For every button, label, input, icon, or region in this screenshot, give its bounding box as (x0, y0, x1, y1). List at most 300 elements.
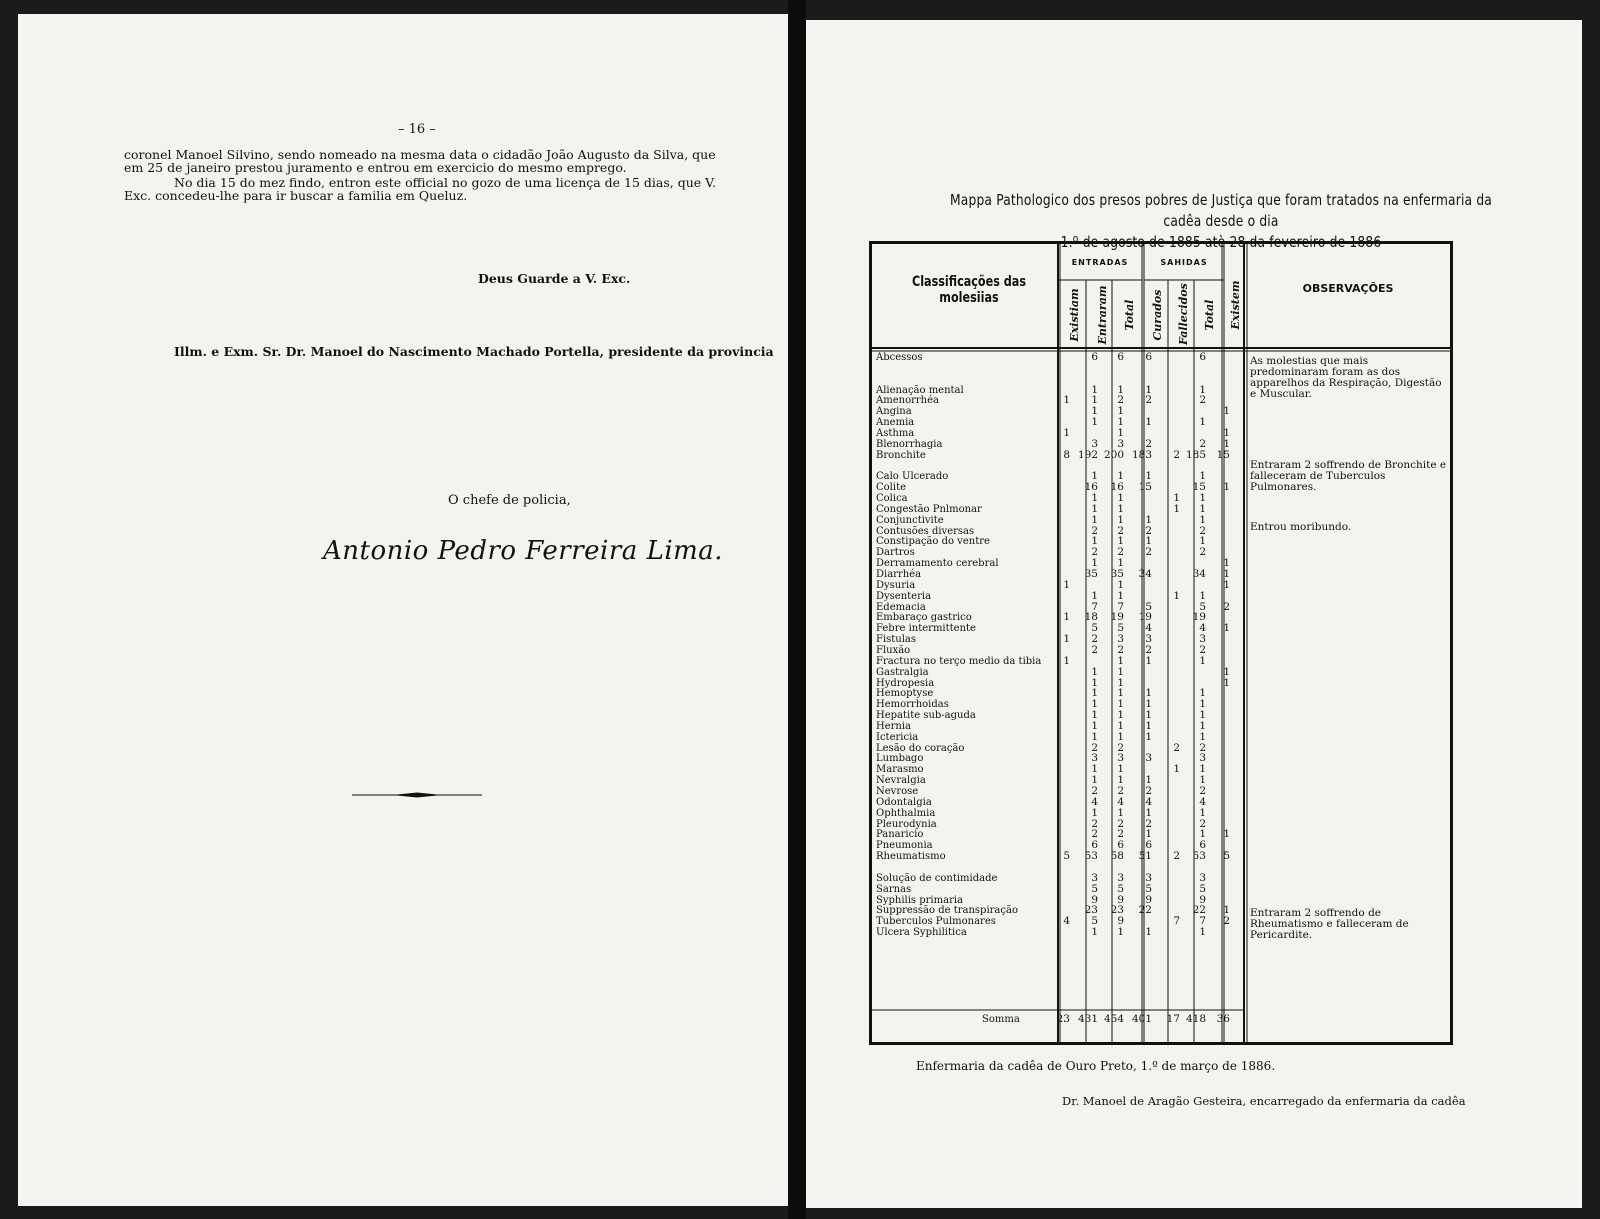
cell-curados: 6 (1145, 839, 1152, 852)
cell-curados: 1 (1145, 687, 1152, 700)
cell-entraram: 1 (1091, 502, 1098, 515)
cell-total-in: 1 (1117, 763, 1124, 776)
cell-total-in: 1 (1117, 416, 1124, 429)
cell-total-in: 4 (1117, 795, 1124, 808)
cell-curados: 9 (1145, 893, 1152, 906)
cell-entraram: 1 (1091, 492, 1098, 505)
header-entradas: ENTRADAS (1071, 258, 1129, 267)
cell-existiam: 1 (1063, 654, 1070, 667)
cell-curados: 6 (1145, 351, 1152, 363)
cell-existiam: 8 (1063, 448, 1070, 461)
cell-total-out: 6 (1199, 351, 1206, 363)
cell-total-in: 1 (1117, 405, 1124, 418)
cell-existiam: 1 (1063, 394, 1070, 407)
cell-total-out: 1 (1199, 589, 1206, 602)
disease-name: Diarrhéa (876, 569, 922, 580)
cell-total-out: 2 (1199, 546, 1206, 559)
disease-name: Abcessos (876, 352, 923, 363)
cell-entraram: 7 (1091, 600, 1098, 613)
obs-abcessos: As molestias que mais predominaram foram as dos apparelhos da Respiração, Digestão e Muscular. (1250, 355, 1442, 400)
cell-curados: 1 (1145, 654, 1152, 667)
disease-name: Solução de contimidade (876, 872, 998, 884)
cell-entraram: 1 (1091, 383, 1098, 396)
greeting: Deus Guarde a V. Exc. (478, 271, 631, 286)
cell-entraram: 2 (1091, 633, 1098, 646)
cell-entraram: 2 (1091, 828, 1098, 841)
cell-total-in: 2 (1117, 546, 1124, 559)
cell-curados: 2 (1145, 437, 1152, 450)
disease-name: Colite (876, 482, 907, 494)
cell-total-out: 5 (1199, 600, 1206, 613)
sum-entraram: 431 (1077, 1013, 1098, 1025)
cell-total-in: 1 (1117, 426, 1124, 439)
cell-entraram: 9 (1091, 893, 1098, 906)
cell-total-out: 2 (1199, 437, 1206, 450)
disease-name: Hemorrhoidas (876, 699, 949, 711)
cell-total-in: 1 (1117, 719, 1124, 732)
cell-entraram: 23 (1084, 904, 1098, 917)
disease-name: Gastralgia (876, 666, 929, 678)
cell-entraram: 2 (1091, 741, 1098, 754)
cell-curados: 1 (1145, 416, 1152, 429)
cell-entraram: 4 (1091, 795, 1098, 808)
header-observacoes: OBSERVAÇÕES (1302, 282, 1394, 295)
cell-total-in: 2 (1117, 643, 1124, 656)
cell-entraram: 1 (1091, 687, 1098, 700)
cell-entraram: 1 (1091, 806, 1098, 819)
cell-fallecidos: 2 (1173, 741, 1180, 754)
cell-total-out: 1 (1199, 687, 1206, 700)
cell-total-out: 4 (1199, 795, 1206, 808)
cell-entraram: 1 (1091, 416, 1098, 429)
cell-total-out: 2 (1199, 394, 1206, 407)
cell-entraram: 1 (1091, 470, 1098, 483)
cell-total-out: 22 (1192, 904, 1206, 917)
cell-existem: 15 (1216, 448, 1230, 461)
cell-entraram: 3 (1091, 437, 1098, 450)
obs-congestao: Entrou moribundo. (1250, 521, 1352, 533)
map-title-line2: 1.º de agosto de 1885 atè 28 da fevereiro de 1886 (1060, 233, 1382, 251)
disease-name: Alienação mental (876, 384, 964, 396)
cell-curados: 51 (1138, 850, 1152, 863)
cell-total-in: 1 (1117, 806, 1124, 819)
disease-name: Panaricio (876, 829, 924, 841)
footer-signed: Dr. Manoel de Aragão Gesteira, encarregado da enfermaria da cadêa (1062, 1094, 1466, 1108)
cell-total-in: 1 (1117, 654, 1124, 667)
cell-curados: 1 (1145, 730, 1152, 743)
cell-fallecidos: 1 (1173, 763, 1180, 776)
cell-curados: 1 (1145, 513, 1152, 526)
cell-curados: 1 (1145, 926, 1152, 939)
cell-total-in: 1 (1117, 687, 1124, 700)
cell-total-out: 1 (1199, 383, 1206, 396)
cell-curados: 15 (1138, 481, 1152, 494)
cell-total-in: 3 (1117, 752, 1124, 765)
cell-entraram: 35 (1084, 568, 1098, 580)
disease-name: Bronchite (876, 449, 926, 461)
cell-total-in: 6 (1117, 351, 1124, 363)
cell-fallecidos: 2 (1173, 850, 1180, 863)
cell-total-in: 1 (1117, 676, 1124, 689)
cell-total-out: 4 (1199, 622, 1206, 635)
disease-name: Blenorrhagia (876, 438, 943, 450)
cell-total-in: 3 (1117, 871, 1124, 884)
right-page (806, 20, 1582, 1208)
cell-curados: 34 (1138, 568, 1152, 580)
cell-existiam: 5 (1063, 850, 1070, 863)
cell-total-out: 2 (1199, 524, 1206, 537)
cell-total-out: 1 (1199, 926, 1206, 939)
signature: Antonio Pedro Ferreira Lima. (323, 536, 724, 566)
cell-total-out: 3 (1199, 752, 1206, 765)
sum-total-in: 454 (1103, 1013, 1124, 1025)
cell-entraram: 5 (1091, 882, 1098, 895)
cell-curados: 1 (1145, 774, 1152, 787)
cell-total-in: 1 (1117, 589, 1124, 602)
disease-name: Lumbago (876, 753, 924, 765)
disease-name: Dysenteria (876, 590, 932, 602)
header-curados: Curados (1151, 289, 1164, 341)
cell-total-out: 3 (1199, 871, 1206, 884)
cell-total-out: 1 (1199, 774, 1206, 787)
cell-total-out: 2 (1199, 643, 1206, 656)
cell-total-in: 1 (1117, 502, 1124, 515)
cell-total-out: 6 (1199, 839, 1206, 852)
disease-name: Odontalgia (876, 796, 932, 808)
disease-name: Calo Ulcerado (876, 471, 949, 483)
cell-curados: 2 (1145, 785, 1152, 797)
header-fallecidos: Fallecidos (1177, 283, 1190, 345)
cell-total-out: 1 (1199, 654, 1206, 667)
cell-curados: 1 (1145, 709, 1152, 722)
cell-curados: 183 (1131, 448, 1152, 461)
cell-total-in: 1 (1117, 513, 1124, 526)
sum-fallecidos: 17 (1166, 1013, 1180, 1025)
cell-entraram: 1 (1091, 665, 1098, 678)
cell-existem: 2 (1223, 915, 1230, 928)
cell-entraram: 2 (1091, 546, 1098, 559)
disease-name: Colica (876, 493, 908, 505)
disease-name: Hernia (876, 720, 912, 732)
cell-entraram: 5 (1091, 622, 1098, 635)
disease-name: Fistulas (876, 634, 917, 646)
cell-entraram: 1 (1091, 589, 1098, 602)
disease-name: Ulcera Syphilitica (876, 927, 967, 939)
cell-total-out: 2 (1199, 817, 1206, 830)
cell-total-in: 1 (1117, 730, 1124, 743)
cell-total-in: 16 (1110, 481, 1124, 494)
disease-name: Anemia (876, 417, 915, 429)
cell-curados: 2 (1145, 524, 1152, 537)
cell-curados: 3 (1145, 752, 1152, 765)
cell-existem: 1 (1223, 828, 1230, 841)
cell-existem: 1 (1223, 481, 1230, 494)
cell-curados: 22 (1138, 904, 1152, 917)
cell-total-out: 1 (1199, 730, 1206, 743)
cell-entraram: 18 (1084, 611, 1098, 624)
cell-existem: 1 (1223, 578, 1230, 591)
cell-entraram: 1 (1091, 730, 1098, 743)
cell-entraram: 2 (1091, 817, 1098, 830)
disease-name: Amenorrhéa (876, 395, 939, 407)
cell-total-out: 1 (1199, 698, 1206, 711)
cell-total-out: 3 (1199, 633, 1206, 646)
sum-existem: 36 (1216, 1013, 1230, 1025)
cell-curados: 2 (1145, 817, 1152, 830)
cell-curados: 4 (1145, 622, 1152, 635)
sum-curados: 401 (1131, 1013, 1152, 1025)
cell-total-out: 1 (1199, 535, 1206, 548)
disease-name: Syphilis primaria (876, 894, 964, 906)
cell-total-in: 1 (1117, 578, 1124, 591)
cell-existiam: 1 (1063, 633, 1070, 646)
cell-curados: 2 (1145, 643, 1152, 656)
header-total-in: Total (1123, 299, 1136, 331)
disease-name: Suppressão de transpiração (876, 905, 1018, 917)
cell-entraram: 1 (1091, 763, 1098, 776)
cell-existem: 1 (1223, 405, 1230, 418)
cell-total-in: 1 (1117, 698, 1124, 711)
sum-total-out: 418 (1185, 1013, 1206, 1025)
cell-existiam: 1 (1063, 426, 1070, 439)
cell-existem: 1 (1223, 676, 1230, 689)
cell-entraram: 1 (1091, 719, 1098, 732)
cell-existem: 1 (1223, 437, 1230, 450)
disease-name: Nevralgia (876, 775, 926, 787)
cell-entraram: 1 (1091, 926, 1098, 939)
cell-entraram: 1 (1091, 513, 1098, 526)
disease-name: Asthma (876, 427, 915, 439)
cell-curados: 5 (1145, 600, 1152, 613)
header-existem: Existem (1229, 280, 1242, 330)
cell-total-in: 1 (1117, 557, 1124, 570)
cell-total-in: 5 (1117, 882, 1124, 895)
cell-entraram: 1 (1091, 774, 1098, 787)
sum-label: Somma (982, 1014, 1020, 1025)
signer-title: O chefe de policia, (448, 493, 571, 508)
obs-bronchite: Entraram 2 soffrendo de Bronchite e falleceram de Tuberculos Pulmonares. (1250, 459, 1447, 493)
cell-existem: 1 (1223, 568, 1230, 580)
cell-total-in: 2 (1117, 785, 1124, 797)
disease-name: Febre intermittente (876, 623, 976, 635)
disease-name: Fluxão (876, 644, 911, 656)
cell-existiam: 4 (1063, 915, 1070, 928)
cell-total-out: 1 (1199, 502, 1206, 515)
cell-entraram: 1 (1091, 698, 1098, 711)
obs-rheumatismo: Entraram 2 soffrendo de Rheumatismo e falleceram de Pericardite. (1250, 907, 1409, 941)
ornament-rule (352, 792, 482, 798)
cell-curados: 1 (1145, 383, 1152, 396)
cell-curados: 1 (1145, 470, 1152, 483)
cell-total-in: 6 (1117, 839, 1124, 852)
header-total-out: Total (1203, 299, 1216, 331)
cell-total-out: 15 (1192, 481, 1206, 494)
cell-entraram: 3 (1091, 752, 1098, 765)
disease-name: Derramamento cerebral (876, 558, 999, 570)
disease-name: Ictericia (876, 731, 919, 743)
cell-entraram: 6 (1091, 839, 1098, 852)
cell-total-out: 1 (1199, 763, 1206, 776)
cell-curados: 1 (1145, 806, 1152, 819)
cell-total-in: 3 (1117, 633, 1124, 646)
cell-total-out: 2 (1199, 741, 1206, 754)
cell-fallecidos: 1 (1173, 492, 1180, 505)
paragraph-1: coronel Manoel Silvino, sendo nomeado na mesma data o cidadão João Augusto da Silva, que em 25 de janeiro prestou juramento e entrou em exercicio do mesmo emprego. (124, 147, 716, 175)
disease-name: Contusões diversas (876, 525, 975, 537)
cell-curados: 1 (1145, 828, 1152, 841)
disease-name: Edemacia (876, 601, 926, 613)
cell-curados: 4 (1145, 795, 1152, 808)
cell-existem: 2 (1223, 600, 1230, 613)
cell-entraram: 1 (1091, 709, 1098, 722)
cell-entraram: 2 (1091, 643, 1098, 656)
cell-total-out: 1 (1199, 719, 1206, 732)
cell-total-in: 9 (1117, 893, 1124, 906)
cell-total-in: 2 (1117, 828, 1124, 841)
cell-total-out: 1 (1199, 709, 1206, 722)
header-existiam: Existiam (1068, 288, 1081, 342)
cell-entraram: 192 (1077, 448, 1098, 461)
cell-existem: 5 (1223, 850, 1230, 863)
disease-name: Fractura no terço medio da tibia (876, 655, 1042, 667)
cell-total-in: 19 (1110, 611, 1124, 624)
cell-total-in: 3 (1117, 437, 1124, 450)
cell-total-out: 1 (1199, 828, 1206, 841)
cell-entraram: 53 (1084, 850, 1098, 863)
disease-name: Hydropesia (876, 677, 935, 689)
cell-total-out: 1 (1199, 513, 1206, 526)
footer-place-date: Enfermaria da cadêa de Ouro Preto, 1.º de março de 1886. (916, 1059, 1276, 1073)
cell-total-in: 1 (1117, 470, 1124, 483)
cell-total-out: 1 (1199, 492, 1206, 505)
cell-total-out: 19 (1192, 611, 1206, 624)
cell-total-in: 2 (1117, 741, 1124, 754)
cell-entraram: 1 (1091, 405, 1098, 418)
cell-entraram: 1 (1091, 557, 1098, 570)
cell-total-in: 200 (1103, 448, 1124, 461)
cell-total-out: 1 (1199, 470, 1206, 483)
cell-entraram: 2 (1091, 524, 1098, 537)
disease-name: Lesão do coração (876, 742, 965, 754)
cell-total-out: 2 (1199, 785, 1206, 797)
disease-name: Embaraço gastrico (876, 612, 972, 624)
cell-total-in: 7 (1117, 600, 1124, 613)
disease-name: Pneumonia (876, 840, 933, 852)
disease-name: Nevrose (876, 786, 919, 797)
cell-total-in: 23 (1110, 904, 1124, 917)
disease-name: Ophthalmia (876, 807, 936, 819)
cell-curados: 3 (1145, 871, 1152, 884)
disease-name: Angina (876, 406, 912, 418)
cell-total-out: 1 (1199, 416, 1206, 429)
cell-total-in: 9 (1117, 915, 1124, 928)
cell-total-in: 1 (1117, 383, 1124, 396)
disease-name: Dysuria (876, 579, 916, 591)
cell-curados: 19 (1138, 611, 1152, 624)
cell-curados: 3 (1145, 633, 1152, 646)
disease-name: Marasmo (876, 764, 924, 776)
cell-curados: 2 (1145, 546, 1152, 559)
cell-entraram: 1 (1091, 394, 1098, 407)
cell-existem: 1 (1223, 622, 1230, 635)
cell-existem: 1 (1223, 426, 1230, 439)
cell-entraram: 3 (1091, 871, 1098, 884)
cell-total-out: 9 (1199, 893, 1206, 906)
cell-existem: 1 (1223, 904, 1230, 917)
cell-total-in: 2 (1117, 394, 1124, 407)
sum-existiam: 23 (1056, 1013, 1070, 1025)
cell-total-out: 1 (1199, 806, 1206, 819)
cell-fallecidos: 1 (1173, 589, 1180, 602)
cell-total-in: 35 (1110, 568, 1124, 580)
cell-entraram: 5 (1091, 915, 1098, 928)
cell-total-in: 5 (1117, 622, 1124, 635)
disease-name: Sarnas (876, 883, 912, 895)
cell-fallecidos: 2 (1173, 448, 1180, 461)
cell-curados: 1 (1145, 698, 1152, 711)
disease-name: Dartros (876, 547, 915, 559)
page-number: – 16 – (398, 122, 436, 137)
cell-total-in: 1 (1117, 492, 1124, 505)
left-page (18, 14, 788, 1206)
disease-name: Hepatite sub-aguda (876, 710, 976, 722)
cell-entraram: 2 (1091, 785, 1098, 797)
cell-entraram: 1 (1091, 676, 1098, 689)
disease-name: Conjunctivite (876, 514, 944, 526)
cell-entraram: 1 (1091, 535, 1098, 548)
cell-entraram: 16 (1084, 481, 1098, 494)
disease-name: Tuberculos Pulmonares (876, 916, 996, 928)
header-sahidas: SAHIDAS (1160, 258, 1208, 267)
cell-total-out: 5 (1199, 882, 1206, 895)
cell-total-out: 34 (1192, 568, 1206, 580)
disease-name: Pleurodynia (876, 818, 937, 830)
disease-name: Rheumatismo (876, 851, 946, 863)
cell-total-in: 2 (1117, 817, 1124, 830)
disease-name: Congestão Pnlmonar (876, 503, 982, 515)
cell-existem: 1 (1223, 665, 1230, 678)
cell-total-in: 1 (1117, 709, 1124, 722)
cell-existiam: 1 (1063, 578, 1070, 591)
cell-entraram: 6 (1091, 351, 1098, 363)
cell-fallecidos: 7 (1173, 915, 1180, 928)
addressee: Illm. e Exm. Sr. Dr. Manoel do Nascimento Machado Portella, presidente da provincia (174, 344, 774, 359)
cell-total-in: 1 (1117, 774, 1124, 787)
cell-total-out: 185 (1185, 448, 1206, 461)
map-title-line1: Mappa Pathologico dos presos pobres de Justiça que foram tratados na enfermaria da cadêa desde o dia (950, 191, 1492, 230)
paragraph-2: No dia 15 do mez findo, entron este official no gozo de uma licença de 15 dias, que V. Exc. concedeu-lhe para ir buscar a familia em Queluz. (124, 175, 716, 203)
disease-name: Constipação do ventre (876, 536, 990, 548)
cell-curados: 5 (1145, 882, 1152, 895)
cell-total-in: 58 (1110, 850, 1124, 863)
cell-curados: 1 (1145, 719, 1152, 732)
cell-total-in: 1 (1117, 665, 1124, 678)
cell-existem: 1 (1223, 557, 1230, 570)
cell-total-out: 53 (1192, 850, 1206, 863)
header-entraram: Entraram (1096, 285, 1109, 345)
cell-total-in: 1 (1117, 535, 1124, 548)
header-diseases: Classificações das molesiias (911, 274, 1027, 306)
cell-total-in: 1 (1117, 926, 1124, 939)
cell-total-out: 7 (1199, 915, 1206, 928)
pathology-table (869, 241, 1453, 1045)
cell-total-in: 2 (1117, 524, 1124, 537)
cell-curados: 2 (1145, 394, 1152, 407)
disease-name: Hemoptyse (876, 688, 934, 700)
cell-fallecidos: 1 (1173, 502, 1180, 515)
book-gutter (788, 0, 806, 1219)
cell-existiam: 1 (1063, 611, 1070, 624)
